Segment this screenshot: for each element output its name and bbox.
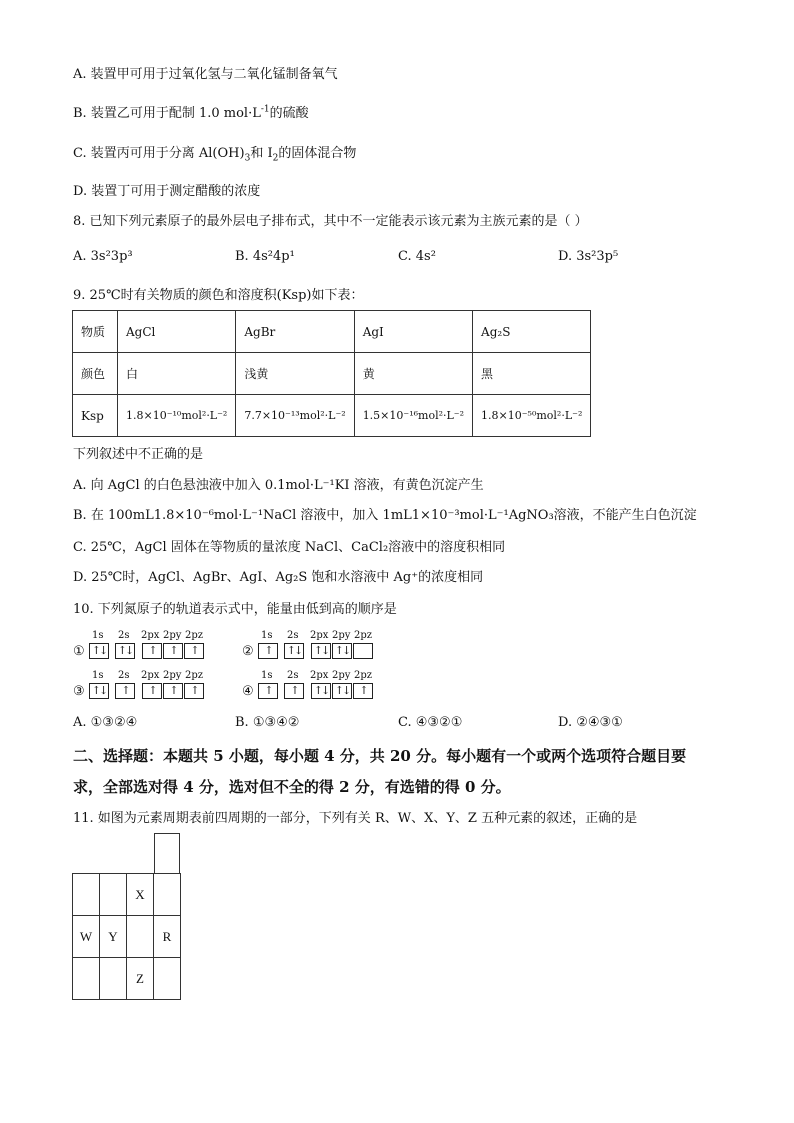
orbital-label: 2px — [141, 670, 160, 681]
q8-option-a[interactable]: A. 3s²3p³ — [73, 249, 133, 264]
orbital-box: ↑ — [184, 643, 204, 659]
q8-option-c[interactable]: C. 4s² — [398, 249, 436, 264]
q7-option-c[interactable] — [73, 145, 356, 163]
table-cell: Ag₂S — [473, 311, 591, 353]
table-cell: 白 — [118, 353, 236, 395]
table-cell — [73, 874, 100, 916]
q9-option-d[interactable]: D. 25℃时，AgCl、AgBr、AgI、Ag₂S 饱和水溶液中 Ag⁺的浓度相同 — [73, 570, 484, 585]
q10-option-b[interactable]: B. ①③④② — [235, 715, 300, 730]
q7-c-sub1: 3 — [244, 153, 251, 164]
q11-stem: 11. 如图为元素周期表前四周期的一部分，下列有关 R、W、X、Y、Z 五种元素的叙述，正确的是 — [73, 811, 638, 826]
ksp-table — [72, 310, 591, 437]
table-cell: 黄 — [354, 353, 472, 395]
orbital-box: ↑↓ — [89, 683, 109, 699]
table-cell: 1.8×10⁻⁵⁰mol²·L⁻² — [473, 395, 591, 437]
table-cell: 7.7×10⁻¹³mol²·L⁻² — [236, 395, 354, 437]
orbital-box: ↑↓ — [115, 643, 135, 659]
table-row — [73, 874, 181, 916]
orbital-label: 2s — [287, 630, 299, 641]
q9-option-a[interactable]: A. 向 AgCl 的白色悬浊液中加入 0.1mol·L⁻¹KI 溶液，有黄色沉淀产生 — [73, 478, 484, 493]
q7-c-post: 的固体混合物 — [278, 146, 357, 161]
table-row — [73, 916, 181, 958]
diagram-number: ④ — [242, 684, 254, 699]
table-cell: AgI — [354, 311, 472, 353]
orbital-box: ↑ — [258, 643, 278, 659]
element-r: R — [154, 916, 181, 958]
q7-c-mid: 和 I — [250, 146, 273, 161]
table-row — [73, 395, 591, 437]
orbital-box: ↑ — [163, 683, 183, 699]
q8-option-b[interactable]: B. 4s²4p¹ — [235, 249, 295, 264]
q9-option-c[interactable]: C. 25℃，AgCl 固体在等物质的量浓度 NaCl、CaCl₂溶液中的溶度积相同 — [73, 540, 506, 555]
q7-c-sub2: 2 — [272, 153, 279, 164]
q7-option-d[interactable]: D. 装置丁可用于测定醋酸的浓度 — [73, 184, 261, 199]
diagram-number: ① — [73, 644, 85, 659]
orbital-box: ↑ — [142, 643, 162, 659]
element-y: Y — [100, 916, 127, 958]
orbital-box: ↑↓ — [332, 643, 352, 659]
table-cell: 1.5×10⁻¹⁶mol²·L⁻² — [354, 395, 472, 437]
element-w: W — [73, 916, 100, 958]
orbital-label: 2pz — [354, 630, 373, 641]
q9-option-b[interactable]: B. 在 100mL1.8×10⁻⁶mol·L⁻¹NaCl 溶液中，加入 1mL1×10⁻³mol·L⁻¹AgNO₃溶液，不能产生白色沉淀 — [73, 508, 697, 523]
table-cell — [73, 958, 100, 1000]
q7-option-b[interactable] — [73, 105, 309, 123]
table-cell — [127, 916, 154, 958]
element-x: X — [127, 874, 154, 916]
q10-option-a[interactable]: A. ①③②④ — [73, 715, 138, 730]
orbital-box: ↑ — [258, 683, 278, 699]
table-cell: 浅黄 — [236, 353, 354, 395]
q10-option-c[interactable]: C. ④③②① — [398, 715, 463, 730]
orbital-box: ↑↓ — [284, 643, 304, 659]
orbital-label: 2px — [141, 630, 160, 641]
table-row — [73, 958, 181, 1000]
q8-option-d[interactable]: D. 3s²3p⁵ — [558, 249, 619, 264]
orbital-label: 2px — [310, 630, 329, 641]
q9-stem: 9. 25℃时有关物质的颜色和溶度积(Ksp)如下表： — [73, 288, 364, 303]
table-cell — [100, 874, 127, 916]
table-cell: 物质 — [73, 311, 118, 353]
orbital-label: 2pz — [185, 630, 204, 641]
orbital-label: 1s — [261, 670, 273, 681]
q7-b-post: 的硫酸 — [269, 106, 309, 121]
orbital-box: ↑ — [142, 683, 162, 699]
orbital-label: 2s — [118, 630, 130, 641]
q7-option-a[interactable]: A. 装置甲可用于过氧化氢与二氧化锰制备氧气 — [73, 67, 338, 82]
orbital-box: ↑↓ — [311, 683, 331, 699]
orbital-box: ↑ — [163, 643, 183, 659]
diagram-number: ③ — [73, 684, 85, 699]
orbital-label: 2s — [287, 670, 299, 681]
table-cell: AgCl — [118, 311, 236, 353]
table-row — [73, 353, 591, 395]
orbital-box: ↑↓ — [89, 643, 109, 659]
table-cell: 颜色 — [73, 353, 118, 395]
periodic-table-fragment — [72, 873, 181, 1000]
orbital-box: ↑↓ — [332, 683, 352, 699]
table-cell — [154, 874, 181, 916]
orbital-label: 1s — [261, 630, 273, 641]
q8-stem: 8. 已知下列元素原子的最外层电子排布式，其中不一定能表示该元素为主族元素的是（ ） — [73, 214, 588, 229]
section2-header-line1: 二、选择题：本题共 5 小题，每小题 4 分，共 20 分。每小题有一个或两个选项符合题目要 — [73, 747, 687, 765]
q10-stem: 10. 下列氮原子的轨道表示式中，能量由低到高的顺序是 — [73, 602, 397, 617]
table-cell: 黑 — [473, 353, 591, 395]
orbital-label: 2py — [163, 670, 182, 681]
orbital-label: 2pz — [354, 670, 373, 681]
orbital-box: ↑ — [284, 683, 304, 699]
q7-b-unit: mol·L — [223, 106, 261, 121]
orbital-label: 2py — [163, 630, 182, 641]
orbital-box: ↑ — [184, 683, 204, 699]
q10-option-d[interactable]: D. ②④③① — [558, 715, 623, 730]
diagram-number: ② — [242, 644, 254, 659]
element-z: Z — [127, 958, 154, 1000]
orbital-label: 2pz — [185, 670, 204, 681]
table-cell: 1.8×10⁻¹⁰mol²·L⁻² — [118, 395, 236, 437]
q9-question: 下列叙述中不正确的是 — [73, 447, 204, 462]
q7-c-text: C. 装置丙可用于分离 Al(OH) — [73, 146, 245, 161]
orbital-box: ↑↓ — [311, 643, 331, 659]
table-cell: Ksp — [73, 395, 118, 437]
orbital-label: 1s — [92, 670, 104, 681]
table-cell — [100, 958, 127, 1000]
orbital-box — [353, 643, 373, 659]
orbital-label: 2py — [332, 670, 351, 681]
q7-b-text: B. 装置乙可用于配制 1.0 — [73, 106, 220, 121]
orbital-label: 2px — [310, 670, 329, 681]
q7-b-exp: -1 — [260, 104, 270, 115]
table-cell: AgBr — [236, 311, 354, 353]
orbital-label: 2s — [118, 670, 130, 681]
table-cell — [154, 958, 181, 1000]
orbital-label: 1s — [92, 630, 104, 641]
orbital-box: ↑ — [115, 683, 135, 699]
orbital-box: ↑ — [353, 683, 373, 699]
table-row — [73, 311, 591, 353]
periodic-top-cell — [154, 833, 180, 874]
orbital-label: 2py — [332, 630, 351, 641]
section2-header-line2: 求，全部选对得 4 分，选对但不全的得 2 分，有选错的得 0 分。 — [73, 778, 511, 796]
